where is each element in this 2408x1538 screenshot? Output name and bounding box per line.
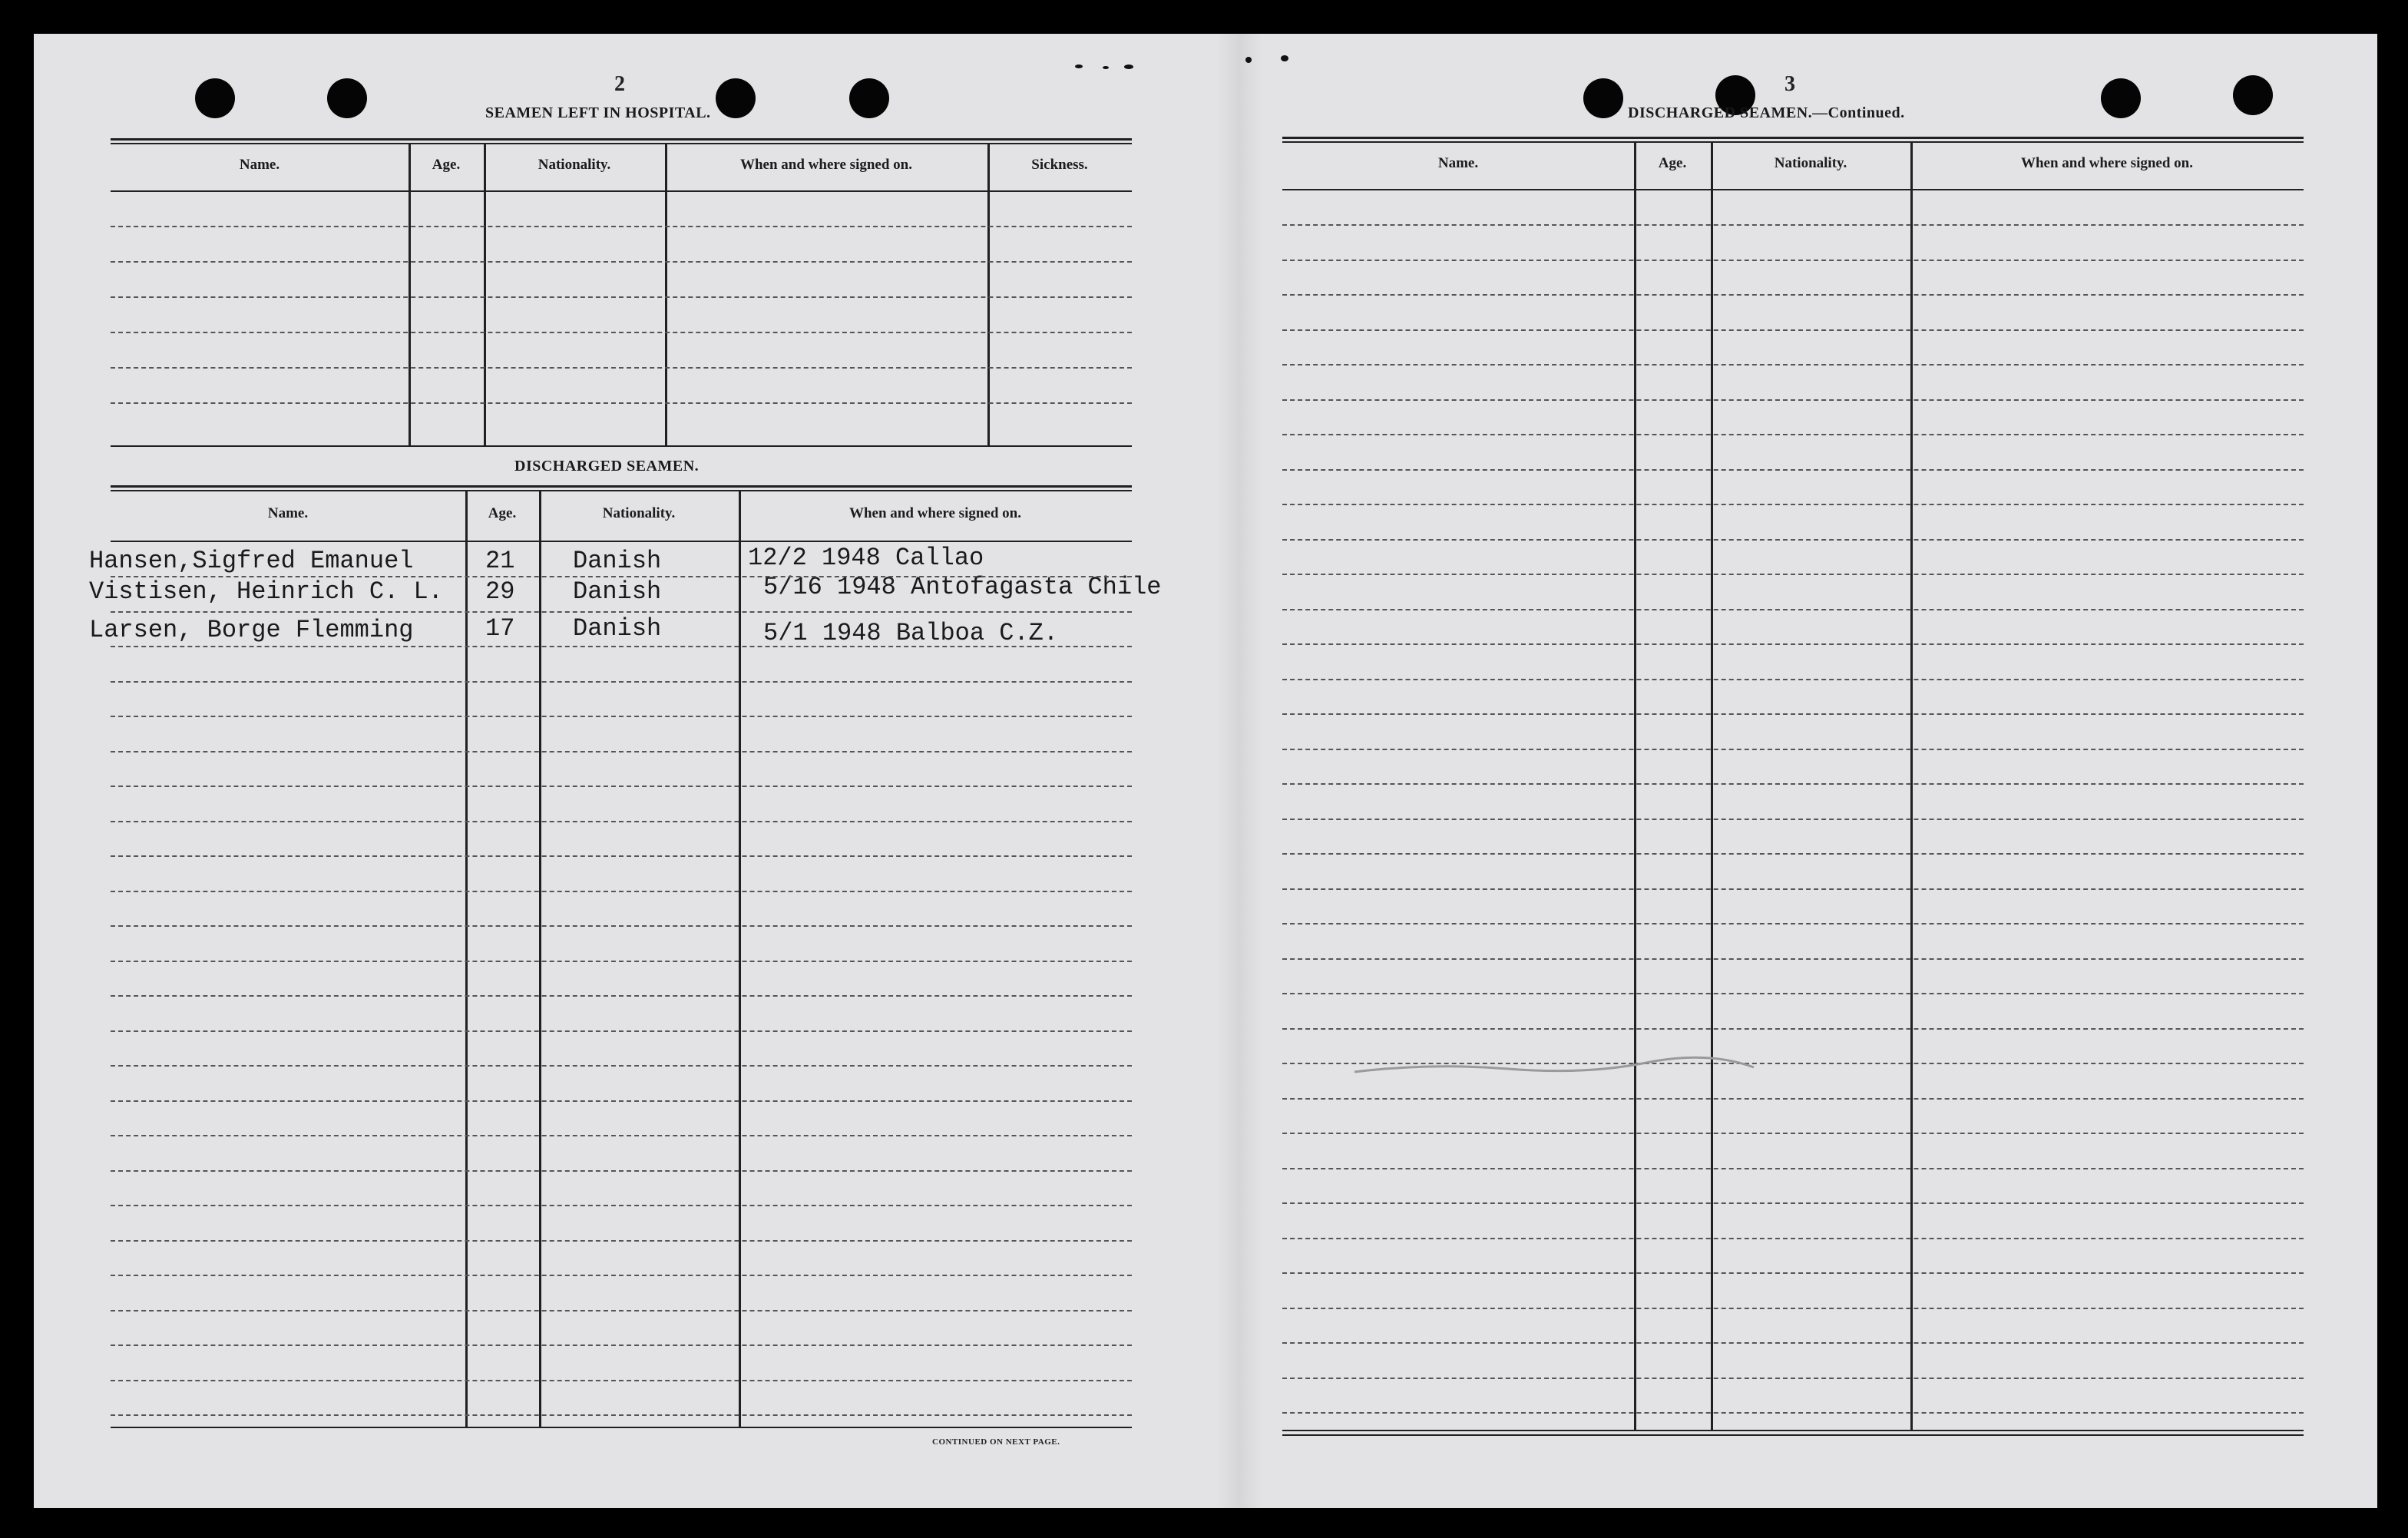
row-line [1282, 294, 2304, 296]
row-line [111, 751, 1132, 752]
col-signed-on-header: When and where signed on. [848, 505, 1021, 521]
row-line [111, 1345, 1132, 1346]
row-line [111, 995, 1132, 997]
row-line [111, 1414, 1132, 1416]
row-line [111, 855, 1132, 857]
column-divider [739, 490, 741, 1427]
row-line [1282, 1028, 2304, 1030]
table-top-rule [111, 485, 1132, 488]
col-name-header: Name. [239, 157, 280, 173]
row-line [1282, 643, 2304, 645]
punch-hole [2233, 75, 2273, 115]
row-line [1282, 1378, 2304, 1379]
row-line [1282, 1308, 2304, 1309]
row-line [1282, 783, 2304, 785]
row-line [111, 891, 1132, 892]
row-line [1282, 819, 2304, 820]
col-nationality-header: Nationality. [1774, 155, 1847, 171]
table-top-rule [111, 490, 1132, 491]
page-fold [1216, 34, 1262, 1508]
seaman-signed-on: 5/1 1948 Balboa C.Z. [763, 619, 1059, 647]
table-top-rule [111, 143, 1132, 144]
row-line [1282, 260, 2304, 261]
row-line [1282, 364, 2304, 365]
header-underline [111, 541, 1132, 542]
row-line [1282, 993, 2304, 994]
row-line [111, 576, 1132, 577]
row-line [1282, 1168, 2304, 1169]
col-signed-on-header: When and where signed on. [2020, 155, 2193, 171]
row-line [1282, 1412, 2304, 1414]
seaman-age: 29 [485, 577, 515, 606]
row-line [1282, 1238, 2304, 1239]
column-divider [484, 143, 486, 445]
ink-speck [1281, 55, 1288, 61]
row-line [1282, 434, 2304, 435]
row-line [1282, 539, 2304, 541]
seaman-age: 17 [485, 614, 515, 643]
column-divider [539, 490, 541, 1427]
row-line [111, 716, 1132, 717]
punch-hole [849, 78, 889, 118]
header-underline [111, 190, 1132, 192]
row-line [111, 1065, 1132, 1067]
hospital-section-title: SEAMEN LEFT IN HOSPITAL. [485, 104, 711, 121]
row-line [111, 1240, 1132, 1242]
row-line [111, 821, 1132, 822]
row-line [1282, 329, 2304, 331]
punch-hole [195, 78, 235, 118]
row-line [111, 261, 1132, 263]
page-number-right: 3 [1784, 72, 1795, 96]
row-line [111, 332, 1132, 333]
col-age-header: Age. [488, 505, 517, 521]
column-divider [665, 143, 667, 445]
right-section-title: DISCHARGED SEAMEN.—Continued. [1628, 104, 1905, 121]
row-line [111, 226, 1132, 227]
ink-speck [1245, 57, 1252, 63]
col-signed-on-header: When and where signed on. [739, 157, 912, 173]
row-line [111, 1310, 1132, 1311]
seaman-age: 21 [485, 547, 515, 575]
row-line [1282, 1202, 2304, 1204]
row-line [1282, 574, 2304, 575]
row-line [1282, 1133, 2304, 1134]
row-line [111, 367, 1132, 369]
col-nationality-header: Nationality. [602, 505, 676, 521]
punch-hole [2101, 78, 2141, 118]
row-line [111, 402, 1132, 404]
row-line [111, 1135, 1132, 1136]
column-divider [408, 143, 411, 445]
row-line [1282, 923, 2304, 924]
table-top-rule [1282, 141, 2304, 143]
row-line [111, 681, 1132, 683]
discharged-section-title: DISCHARGED SEAMEN. [514, 458, 700, 475]
table-bottom-rule [111, 1427, 1132, 1428]
seaman-nationality: Danish [573, 577, 662, 606]
ink-speck [1103, 66, 1109, 69]
row-line [111, 296, 1132, 298]
row-line [1282, 853, 2304, 855]
column-divider [465, 490, 468, 1427]
row-line [111, 611, 1132, 613]
row-line [111, 1275, 1132, 1276]
row-line [1282, 958, 2304, 960]
row-line [111, 786, 1132, 787]
row-line [1282, 713, 2304, 715]
row-line [111, 646, 1132, 647]
row-line [1282, 679, 2304, 680]
ink-speck [1075, 64, 1083, 68]
row-line [1282, 469, 2304, 471]
page-number-left: 2 [614, 72, 625, 96]
row-line [111, 1100, 1132, 1102]
row-line [111, 925, 1132, 927]
row-line [111, 1030, 1132, 1032]
col-age-header: Age. [432, 157, 461, 173]
continued-footer: CONTINUED ON NEXT PAGE. [932, 1437, 1060, 1447]
document-sheet [34, 34, 2377, 1508]
seaman-nationality: Danish [573, 547, 662, 575]
row-line [1282, 399, 2304, 401]
punch-hole [327, 78, 367, 118]
table-bottom-rule [1282, 1434, 2304, 1436]
row-line [1282, 1098, 2304, 1100]
row-line [111, 1205, 1132, 1206]
table-bottom-rule [1282, 1430, 2304, 1431]
table-top-rule [111, 138, 1132, 141]
row-line [1282, 224, 2304, 226]
ink-speck [1124, 64, 1133, 69]
punch-hole [1583, 78, 1623, 118]
seaman-signed-on: 5/16 1948 Antofagasta Chile [763, 573, 1162, 601]
seaman-name: Vistisen, Heinrich C. L. [89, 577, 443, 606]
table-top-rule [1282, 137, 2304, 139]
col-name-header: Name. [1437, 155, 1479, 171]
table-bottom-rule [111, 445, 1132, 447]
col-name-header: Name. [267, 505, 309, 521]
seaman-nationality: Danish [573, 614, 662, 643]
row-line [1282, 749, 2304, 750]
row-line [1282, 1272, 2304, 1274]
faint-bleed-mark [1339, 1032, 1769, 1093]
seaman-name: Larsen, Borge Flemming [89, 616, 414, 644]
column-divider [987, 143, 990, 445]
row-line [1282, 609, 2304, 610]
punch-hole [716, 78, 756, 118]
col-nationality-header: Nationality. [538, 157, 611, 173]
row-line [111, 961, 1132, 962]
col-sickness-header: Sickness. [1031, 157, 1088, 173]
col-age-header: Age. [1658, 155, 1687, 171]
row-line [1282, 1342, 2304, 1344]
header-underline [1282, 189, 2304, 190]
row-line [1282, 504, 2304, 505]
seaman-name: Hansen,Sigfred Emanuel [89, 547, 414, 575]
seaman-signed-on: 12/2 1948 Callao [748, 544, 984, 572]
row-line [1282, 888, 2304, 890]
row-line [111, 1380, 1132, 1381]
row-line [111, 1170, 1132, 1172]
